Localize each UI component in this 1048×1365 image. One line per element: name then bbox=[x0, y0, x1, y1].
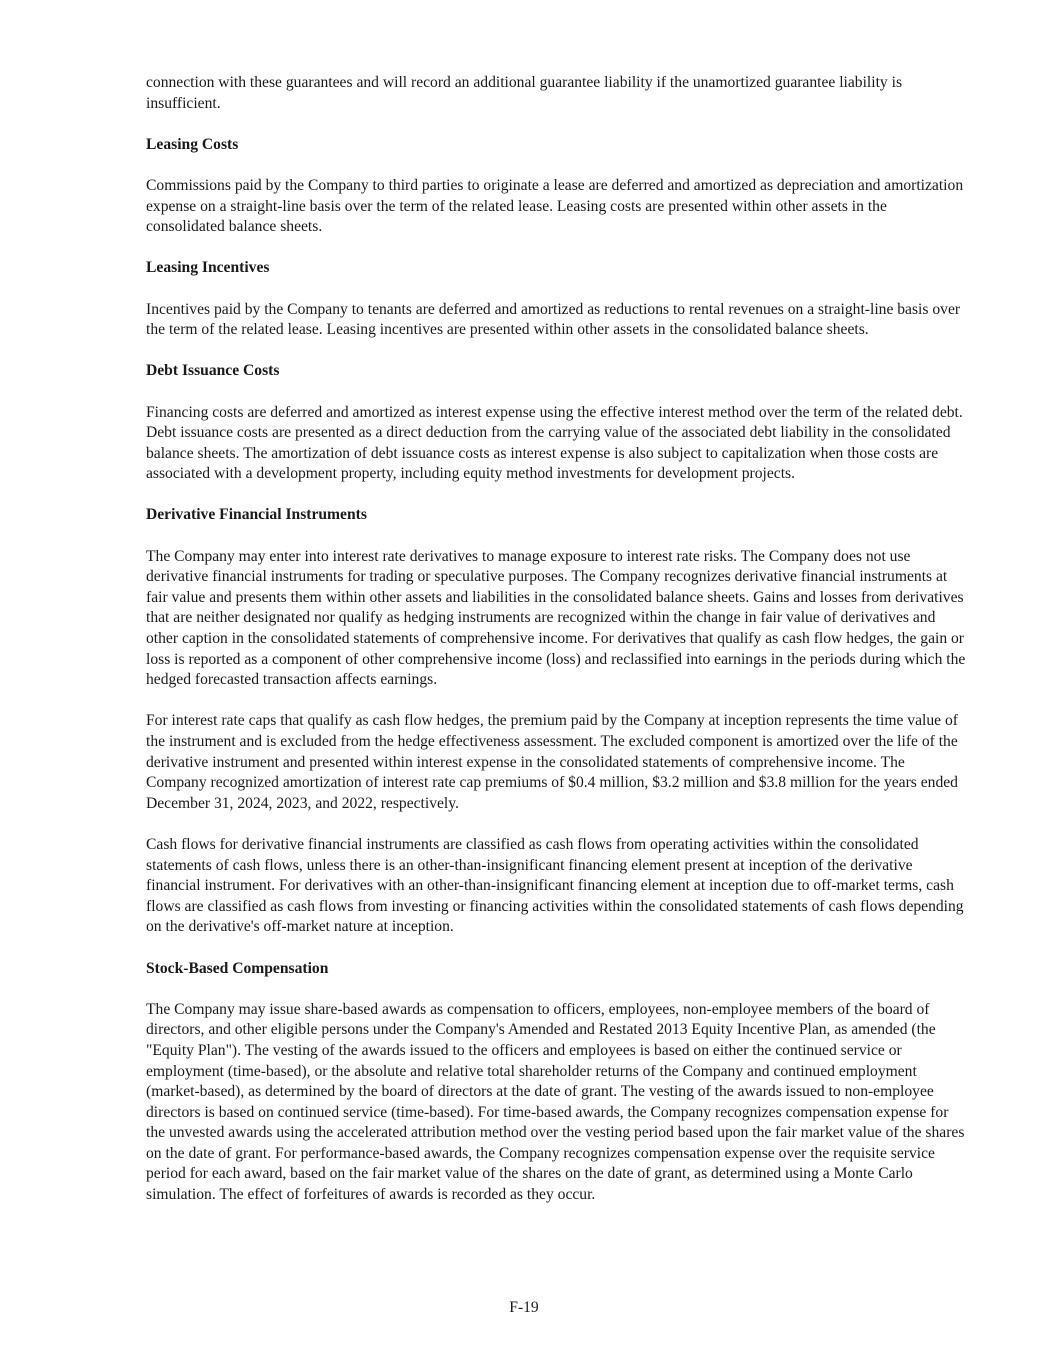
paragraph: Commissions paid by the Company to third parties to originate a lease are deferred and amortized as depreciation and amortization expense on a straight-line basis over the term of the related lease. Leasing costs are presented within other assets in the consolidated balance sheets. bbox=[146, 176, 964, 236]
page-number: F-19 bbox=[509, 1299, 539, 1316]
section-stock-based-compensation bbox=[146, 959, 966, 1206]
section-heading: Stock-Based Compensation bbox=[146, 959, 329, 977]
paragraph: The Company may enter into interest rate derivatives to manage exposure to interest rate risks. The Company does not use derivative financial instruments for trading or speculative purposes. The Company recognizes derivative financial instruments at fair value and presents them within other assets and liabilities in the consolidated balance sheets. Gains and losses from derivatives that are neither designated nor qualify as hedging instruments are recognized within the change in fair value of derivatives and other caption in the consolidated statements of comprehensive income. For derivatives that qualify as cash flow hedges, the gain or loss is reported as a component of other comprehensive income (loss) and reclassified into earnings in the periods during which the hedged forecasted transaction affects earnings. bbox=[146, 547, 966, 689]
paragraph: Cash flows for derivative financial instruments are classified as cash flows from operating activities within the consolidated statements of cash flows, unless there is an other-than-insignificant financing element present at inception of the derivative financial instrument. For derivatives with an other-than-insignificant financing element at inception due to off-market terms, cash flows are classified as cash flows from investing or financing activities within the consolidated statements of cash flows depending on the derivative's off-market nature at inception. bbox=[146, 835, 964, 936]
section-heading: Leasing Costs bbox=[146, 135, 239, 153]
paragraph: For interest rate caps that qualify as cash flow hedges, the premium paid by the Company at inception represents the time value of the instrument and is excluded from the hedge effectiveness assessment. The excluded component is amortized over the life of the derivative instrument and presented within interest expense in the consolidated statements of comprehensive income. The Company recognized amortization of interest rate cap premiums of $0.4 million, $3.2 million and $3.8 million for the years ended December 31, 2024, 2023, and 2022, respectively. bbox=[146, 712, 958, 812]
section-heading: Leasing Incentives bbox=[146, 259, 270, 277]
section-derivative-financial-instruments bbox=[146, 505, 966, 937]
paragraph: Incentives paid by the Company to tenants are deferred and amortized as reductions to rental revenues on a straight-line basis over the term of the related lease. Leasing incentives are presented within other assets in the consolidated balance sheets. bbox=[146, 300, 961, 339]
section-leasing-incentives bbox=[146, 258, 966, 340]
section-debt-issuance-costs bbox=[146, 361, 966, 485]
paragraph-continuation: connection with these guarantees and will record an additional guarantee liability if the unamortized guarantee liability is insufficient. bbox=[146, 74, 903, 112]
section-heading: Derivative Financial Instruments bbox=[146, 506, 367, 524]
paragraph: Financing costs are deferred and amortized as interest expense using the effective interest method over the term of the related debt. Debt issuance costs are presented as a direct deduction from the carrying value of the associated debt liability in the consolidated balance sheets. The amortization of debt issuance costs as interest expense is also subject to capitalization when those costs are associated with a development property, including equity method investments for development projects. bbox=[146, 403, 963, 483]
section-heading: Debt Issuance Costs bbox=[146, 362, 280, 380]
document-body bbox=[146, 73, 966, 1226]
paragraph: The Company may issue share-based awards as compensation to officers, employees, non-employee members of the board of directors, and other eligible persons under the Company's Amended and Restated 2013 Equity Incentive Plan, as amended (the "Equity Plan"). The vesting of the awards issued to the officers and employees is based on either the continued service or employment (time-based), or the absolute and relative total shareholder returns of the Company and continued employment (market-based), as determined by the board of directors at the date of grant. The vesting of the awards issued to non-employee directors is based on continued service (time-based). For time-based awards, the Company recognizes compensation expense for the unvested awards using the accelerated attribution method over the vesting period based upon the fair market value of the shares on the date of grant. For performance-based awards, the Company recognizes compensation expense over the requisite service period for each award, based on the fair market value of the shares on the date of grant, as determined using a Monte Carlo simulation. The effect of forfeitures of awards is recorded as they occur. bbox=[146, 1000, 965, 1204]
section-leasing-costs bbox=[146, 135, 966, 238]
